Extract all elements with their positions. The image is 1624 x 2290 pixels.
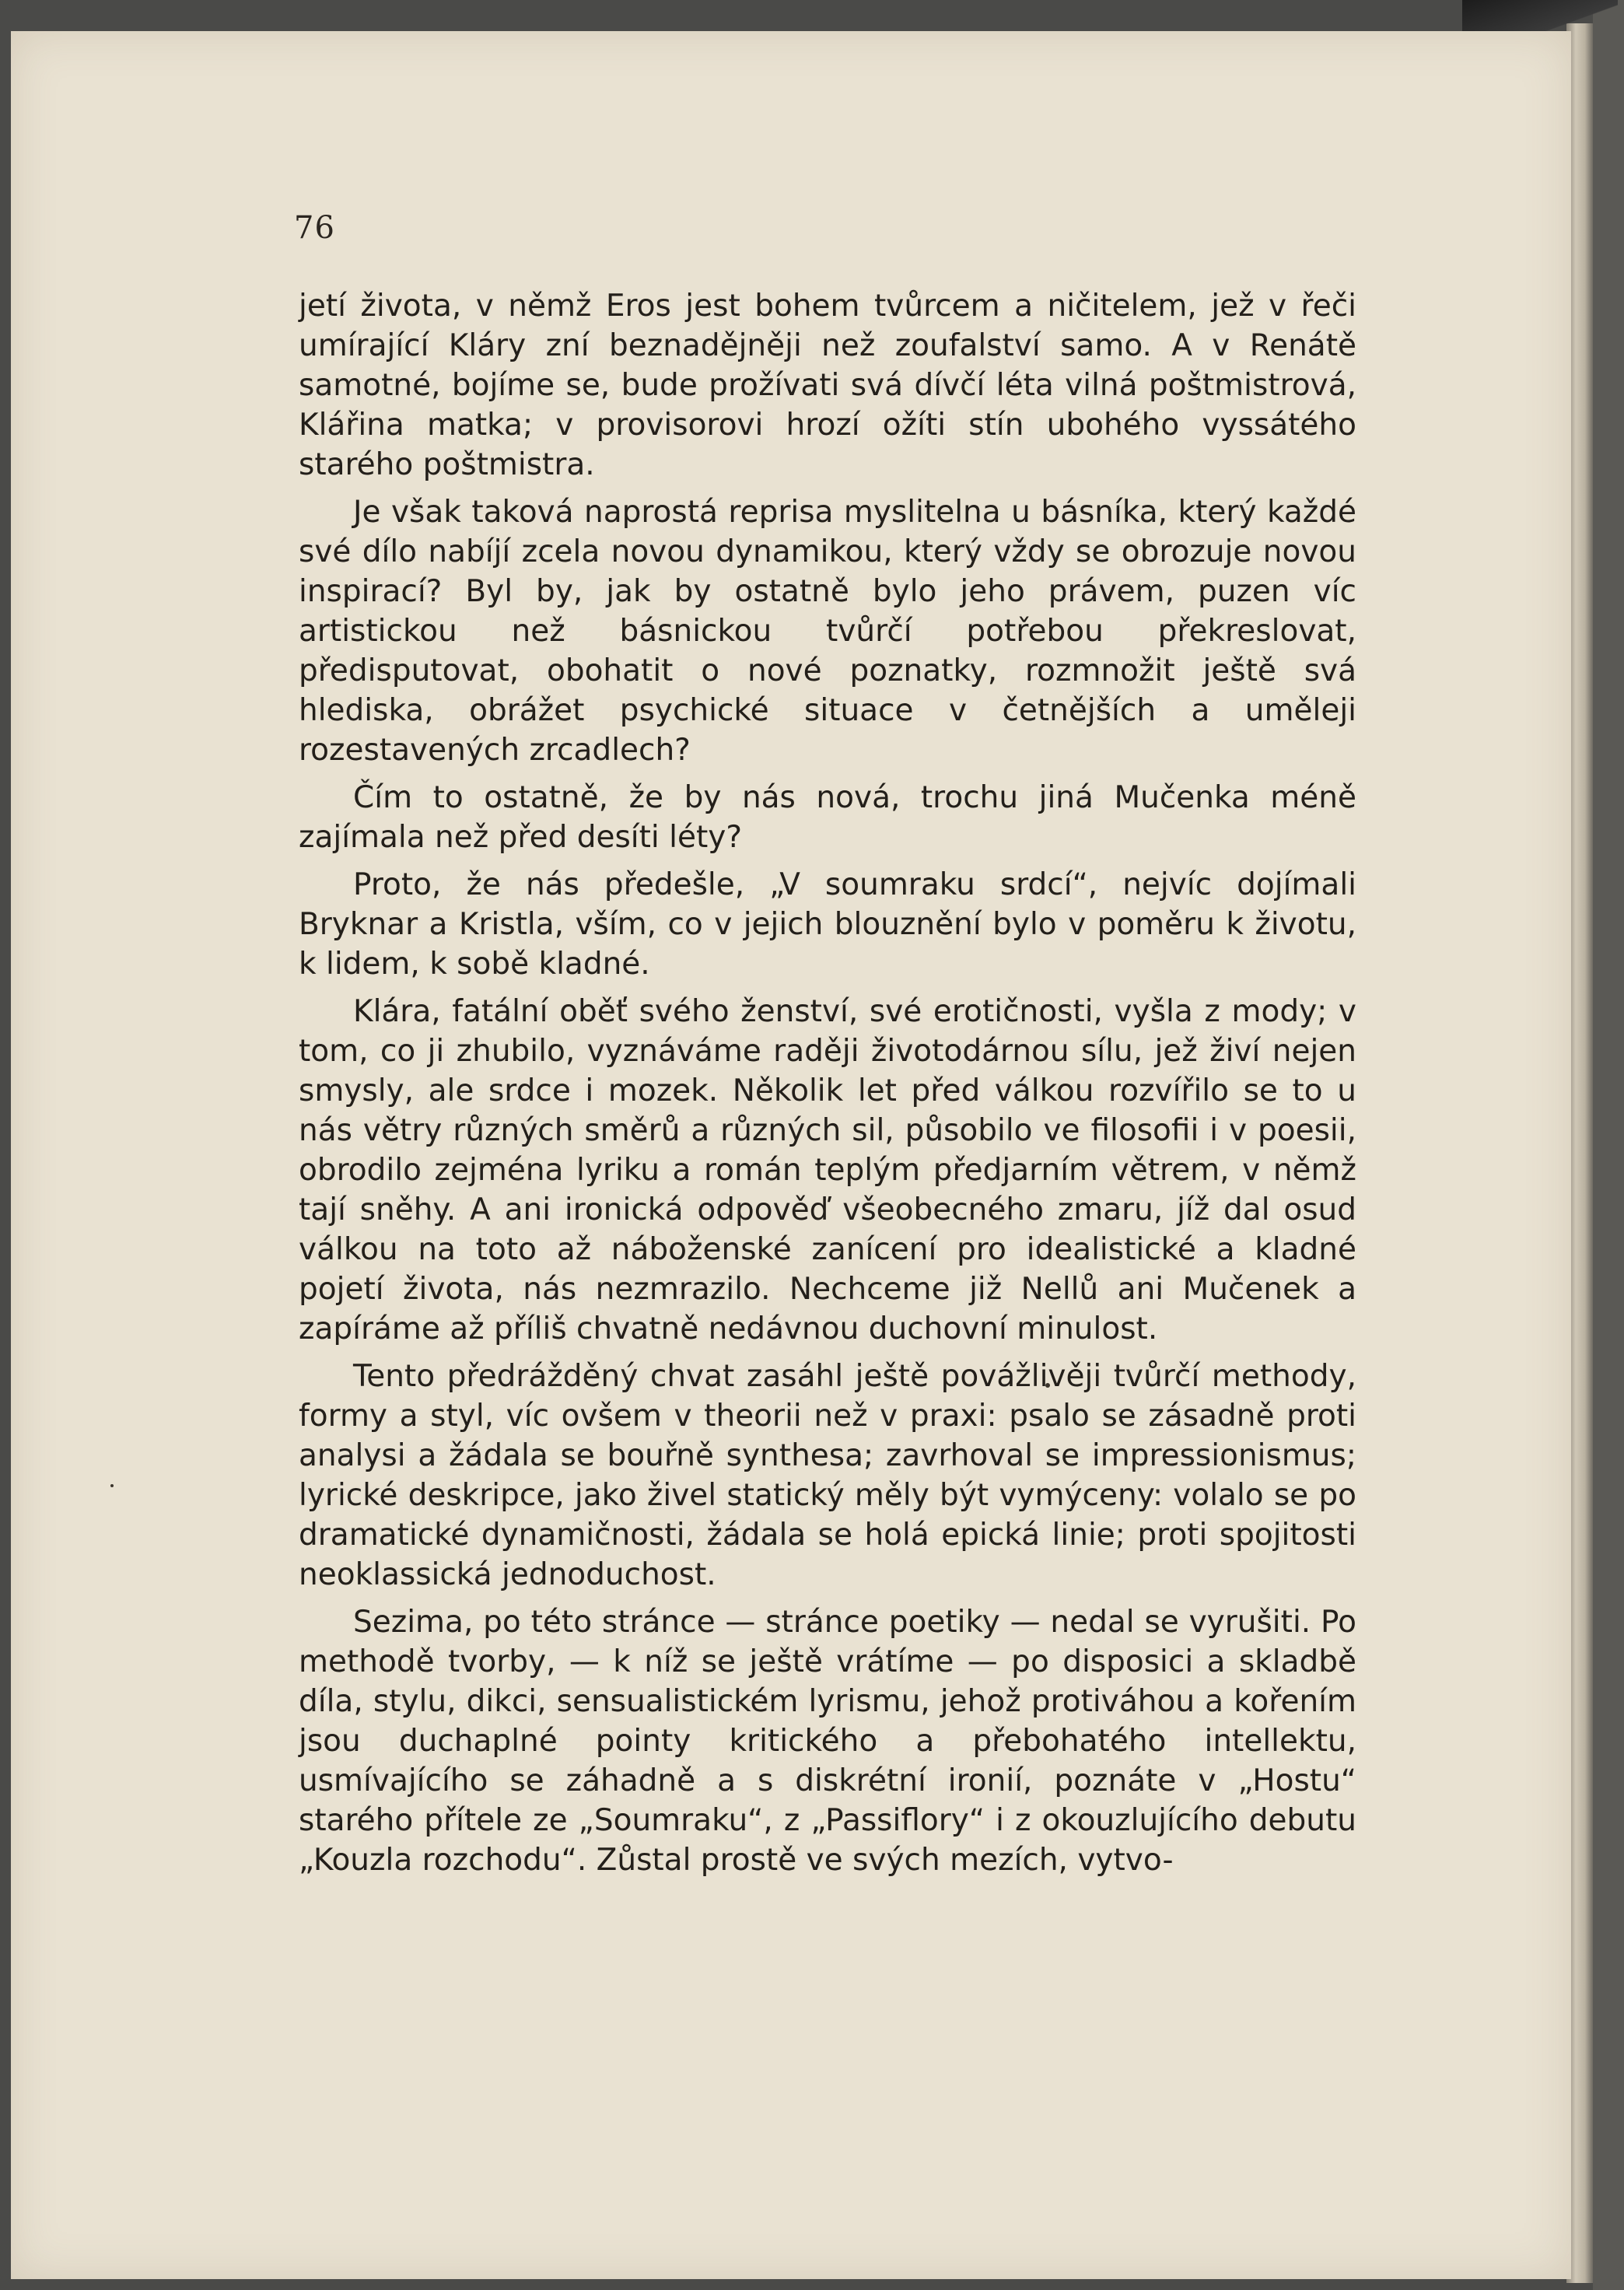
paragraph: Čím to ostatně, že by nás nová, trochu jiná Mučenka méně zajímala než před desíti léty?: [299, 780, 1356, 855]
body-text: [299, 286, 1356, 1888]
paragraph: Klára, fatální oběť svého ženství, své erotičnosti, vyšla z mody; v tom, co ji zhubilo, vyznáváme raději životodárnou sílu, jež živí nejen smysly, ale srdce i mozek. Několik let před válkou rozvířilo se to u nás větry různých směrů a různých sil, působilo ve filosofii i v poesii, obrodilo zejména lyriku a román teplým předjarním větrem, v němž tají sněhy. A ani ironická odpověď všeobecného zmaru, jíž dal osud válkou na toto až náboženské zanícení pro idealistické a kladné pojetí života, nás nezmrazilo. Nechceme již Nellů ani Mučenek a zapíráme až příliš chvatně nedávnou duchovní minulost.: [299, 994, 1356, 1346]
paragraph: jetí života, v němž Eros jest bohem tvůrcem a ničitelem, jež v řeči umírající Kláry zní beznadějněji než zoufalství samo. A v Renátě samotné, bojíme se, bude prožívati svá dívčí léta vilná poštmistrová, Klářina matka; v provisorovi hrozí ožíti stín ubohého vyssátého starého poštmistra.: [299, 289, 1356, 482]
paragraph: Je však taková naprostá reprisa myslitelna u básníka, který každé své dílo nabíjí zcela novou dynamikou, který vždy se obrozuje novou inspirací? Byl by, jak by ostatně bylo jeho právem, puzen víc artistickou než básnickou tvůrčí potřebou překreslovat, předisputovat, obohatit o nové poznatky, rozmnožit ještě svá hlediska, obrážet psychické situace v četnějších a uměleji rozestavených zrcadlech?: [299, 495, 1356, 768]
paragraph: Proto, že nás předešle, „V soumraku srdcí“, nejvíc dojímali Bryknar a Kristla, vším, co v jejich blouznění bylo v poměru k životu, k lidem, k sobě kladné.: [299, 867, 1356, 982]
page-number: 76: [294, 210, 335, 246]
paragraph: Tento předrážděný chvat zasáhl ještě povážlivěji tvůrčí methody, formy a styl, víc ovšem v theorii než v praxi: psalo se zásadně proti analysi a žádala se bouřně synthesa; zavrhoval se impressionismus; lyrické deskripce, jako živel statický měly být vymýceny: volalo se po dramatické dynamičnosti, žádala se holá epická linie; proti spojitosti neoklassická jednoduchost.: [299, 1359, 1356, 1592]
ink-speck: [110, 1484, 114, 1487]
paragraph: Sezima, po této stránce — stránce poetiky — nedal se vyrušiti. Po methodě tvorby, — k níž se ještě vrátíme — po disposici a skladbě díla, stylu, dikci, sensualistickém lyrismu, jehož protiváhou a kořením jsou duchaplné pointy kritického a přebohatého intellektu, usmívajícího se záhadně a s diskrétní ironií, poznáte v „Hostu“ starého přítele ze „Soumraku“, z „Passiflory“ i z okouzlujícího debutu „Kouzla rozchodu“. Zůstal prostě ve svých mezích, vytvo-: [299, 1605, 1356, 1878]
scanner-margin: [1593, 0, 1624, 2290]
